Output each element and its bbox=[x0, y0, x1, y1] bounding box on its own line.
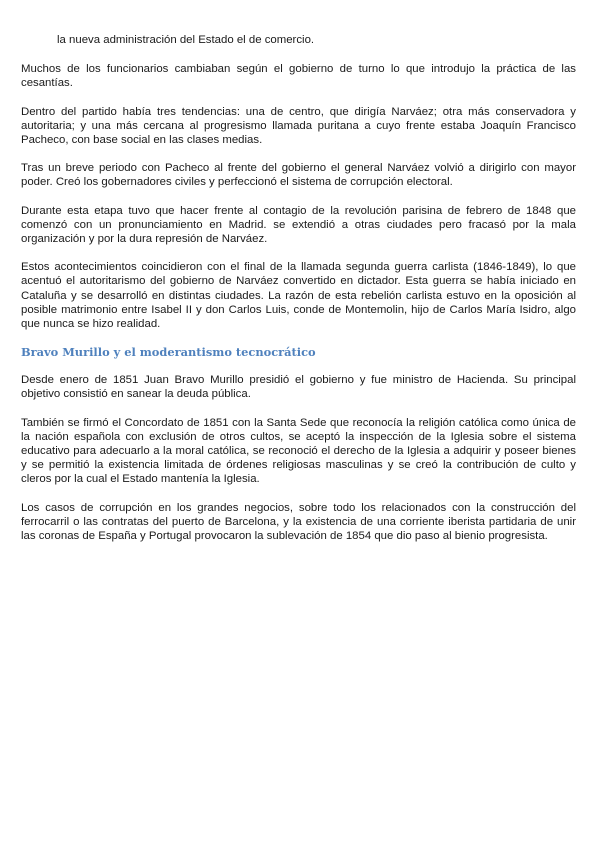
paragraph-cesantias: Muchos de los funcionarios cambiaban según el gobierno de turno lo que introdujo la práctica de las cesantías. bbox=[21, 63, 576, 90]
paragraph-guerra-carlista: Estos acontecimientos coincidieron con el final de la llamada segunda guerra carlista (1846-1849), lo que acentuó el autoritarismo del gobierno de Narváez convertido en dictador. Esta guerra se había iniciado en Cataluña y se desarrolló en distintas ciudades. La razón de esta rebelión carlista estuvo en la oposición al posible matrimonio entre Isabel II y don Carlos Luis, conde de Montemolin, hijo de Carlos María Isidro, algo que nunca se hizo realidad. bbox=[21, 261, 576, 331]
paragraph-revolucion-1848: Durante esta etapa tuvo que hacer frente al contagio de la revolución parisina de febrero de 1848 que comenzó con un pronunciamiento en Madrid. se extendió a otras ciudades pero fracasó por la mala organización y por la dura represión de Narváez. bbox=[21, 204, 576, 246]
paragraph-pacheco: Tras un breve periodo con Pacheco al frente del gobierno el general Narváez volvió a dirigirlo con mayor poder. Creó los gobernadores civiles y perfeccionó el sistema de corrupción electoral. bbox=[21, 162, 576, 189]
paragraph-corrupcion: Los casos de corrupción en los grandes negocios, sobre todo los relacionados con la construcción del ferrocarril o las contratas del puerto de Barcelona, y la existencia de una corriente iberista partidaria de unir las coronas de España y Portugal provocaron la sublevación de 1854 que dio paso al bienio progresista. bbox=[21, 501, 576, 543]
intro-paragraph: la nueva administración del Estado el de comercio. bbox=[57, 34, 315, 46]
paragraph-tendencias: Dentro del partido había tres tendencias: una de centro, que dirigía Narváez; otra más conservadora y autoritaria; y una más cercana al progresismo llamada puritana a cuyo frente estaba Joaquín Francisco Pacheco, con base social en las clases medias. bbox=[21, 105, 576, 147]
section-heading: Bravo Murillo y el moderantismo tecnocrático bbox=[21, 345, 316, 360]
document-body bbox=[21, 33, 576, 557]
paragraph-concordato: También se firmó el Concordato de 1851 con la Santa Sede que reconocía la religión católica como única de la nación española con exclusión de otros cultos, se aceptó la inspección de la Iglesia sobre el sistema educativo para adecuarlo a la moral católica, se reconoció el derecho de la Iglesia a adquirir y poseer bienes y se permitió la existencia limitada de órdenes religiosas masculinas y se creó la contribución de culto y cleros por la cual el Estado mantenía la Iglesia. bbox=[21, 416, 576, 486]
paragraph-bravo-murillo: Desde enero de 1851 Juan Bravo Murillo presidió el gobierno y fue ministro de Hacienda. Su principal objetivo consistió en sanear la deuda pública. bbox=[21, 374, 576, 401]
